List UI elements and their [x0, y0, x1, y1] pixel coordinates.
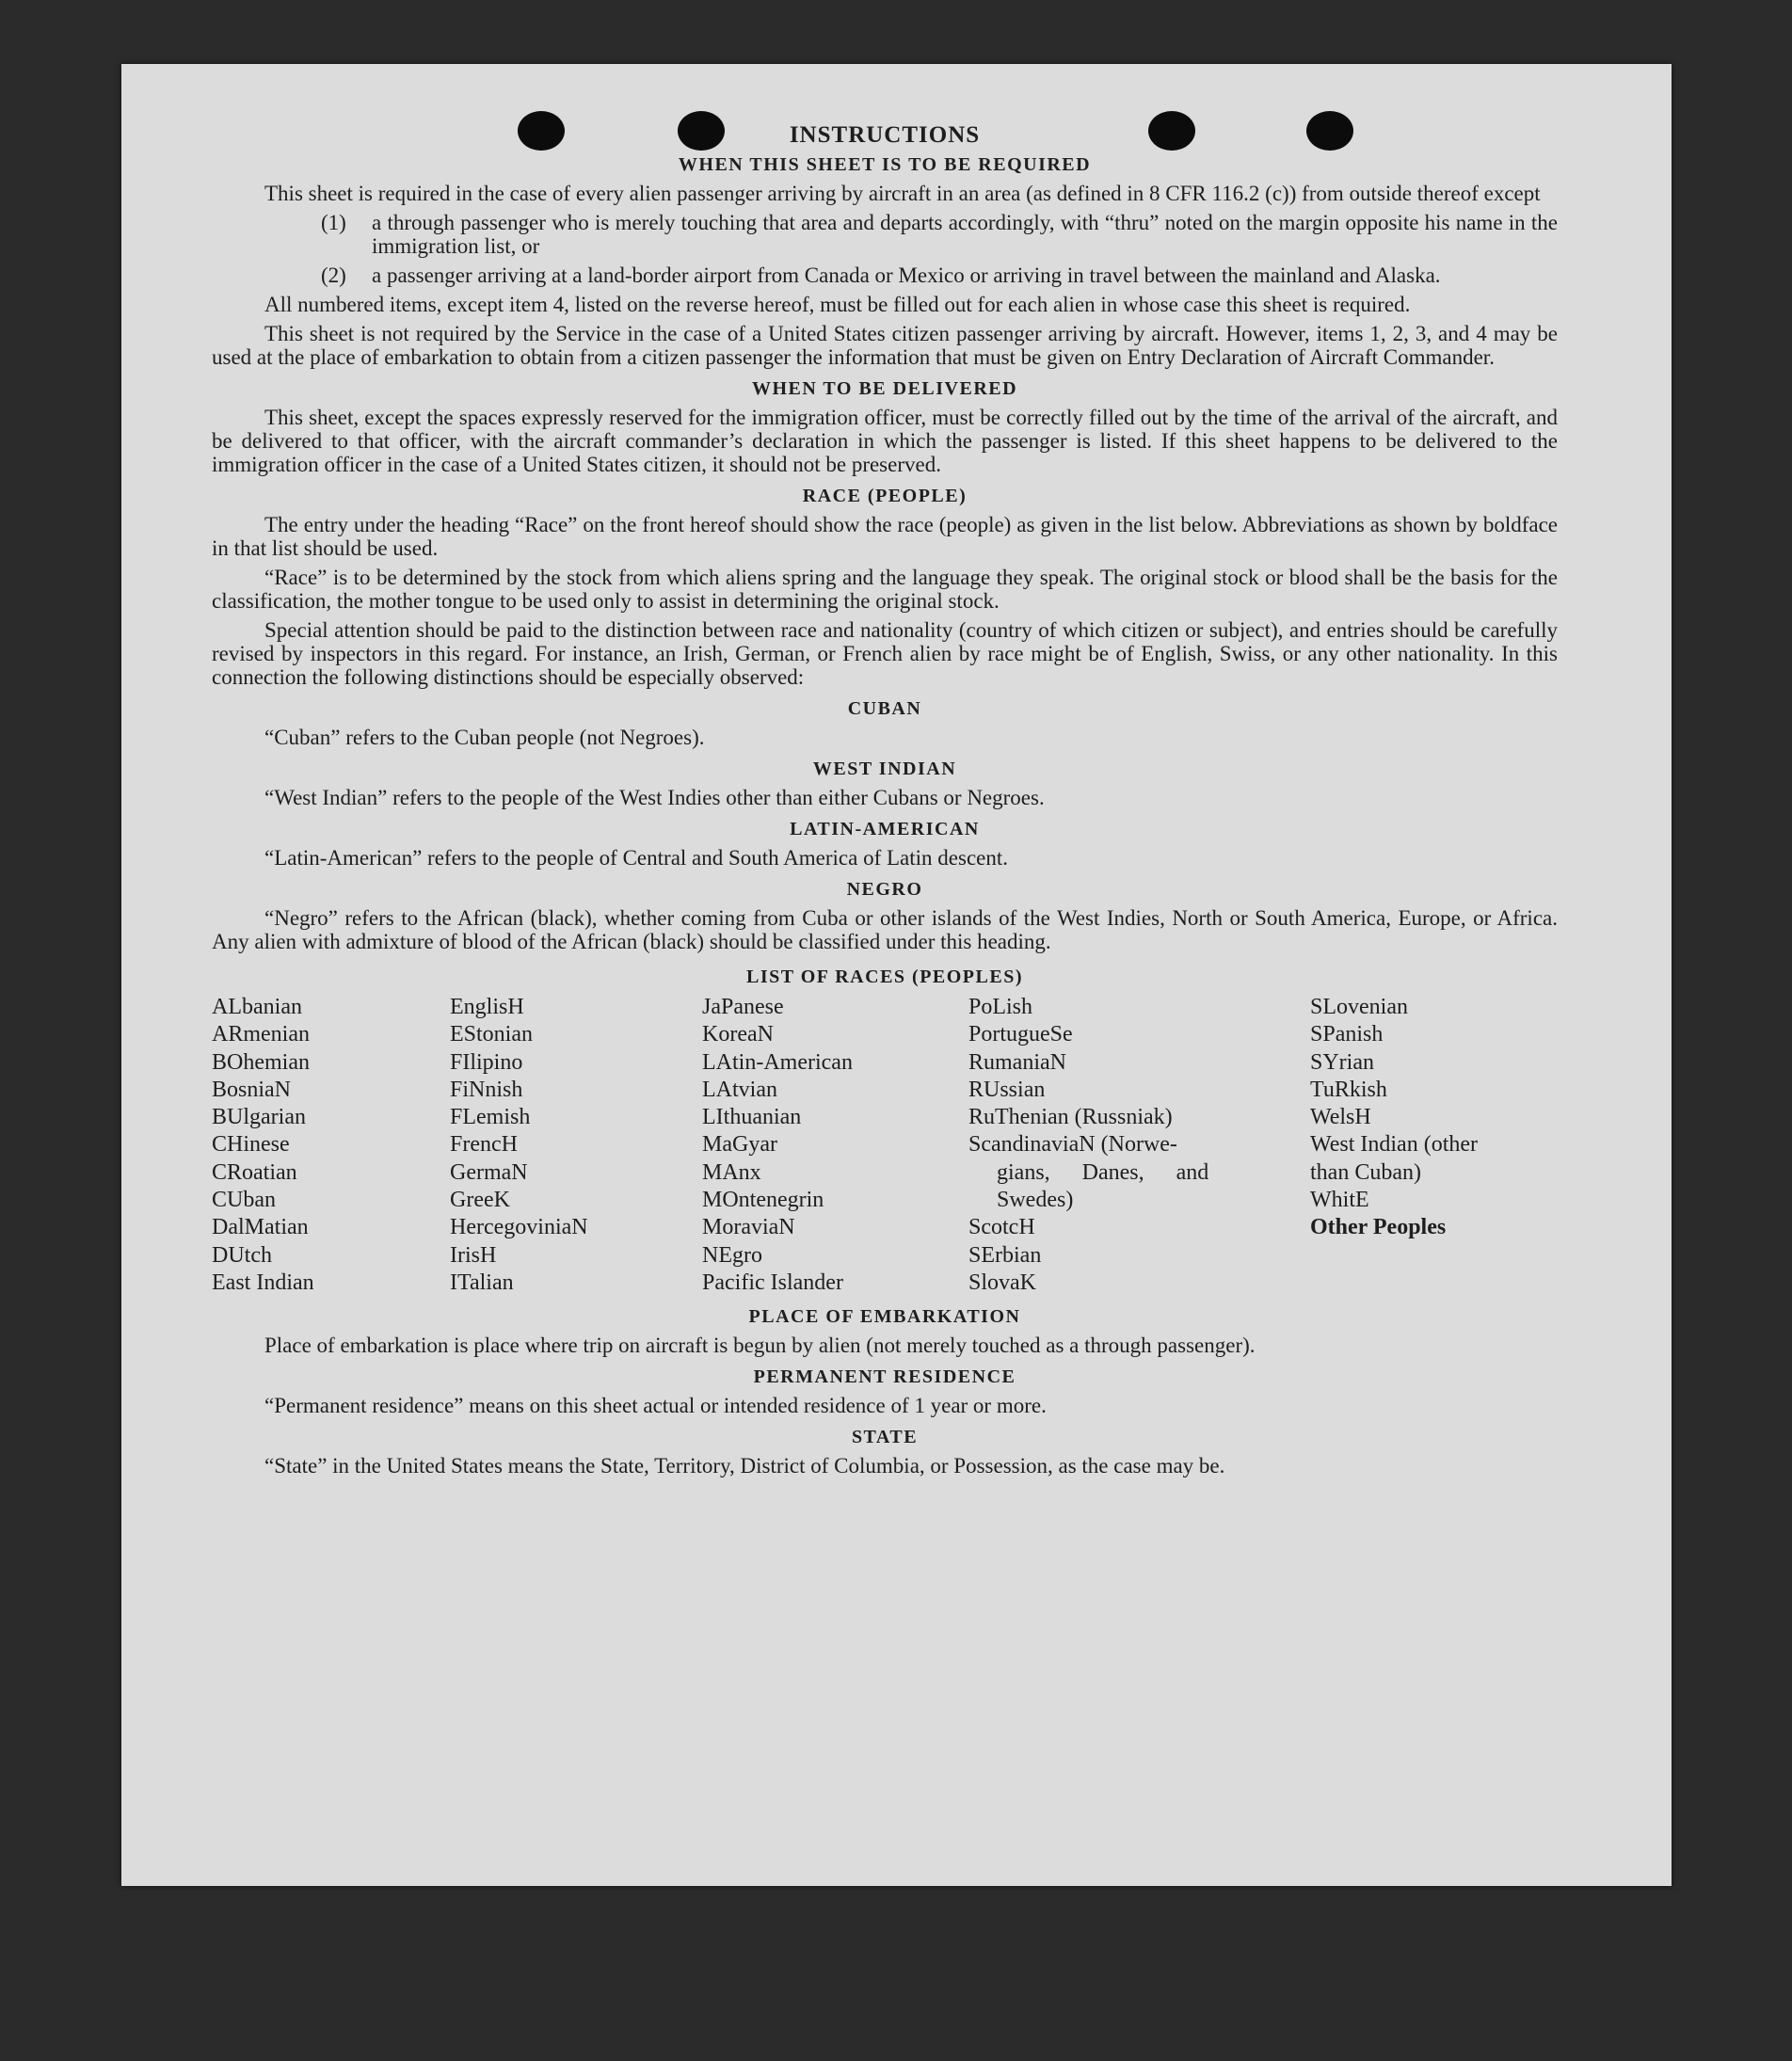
race-entry: GermaN — [450, 1159, 528, 1185]
race-entry: SlovaK — [968, 1270, 1036, 1295]
race-entry: ARmenian — [212, 1022, 310, 1047]
race-entry: KoreaN — [702, 1022, 774, 1047]
race-entry: RumaniaN — [968, 1049, 1066, 1075]
race-entry: LAtvian — [702, 1077, 777, 1102]
race-entry: MaGyar — [702, 1132, 777, 1158]
paragraph-cuban: “Cuban” refers to the Cuban people (not Negroes). — [264, 726, 705, 749]
race-entry: JaPanese — [702, 995, 784, 1019]
race-entry: LIthuanian — [702, 1105, 802, 1130]
race-entry: GreeK — [450, 1188, 510, 1213]
race-entry: FIlipino — [450, 1049, 523, 1075]
race-entry-continuation: gians, Danes, and — [997, 1159, 1209, 1185]
section-heading-negro: NEGRO — [846, 879, 923, 900]
section-heading-list-of-races: LIST OF RACES (PEOPLES) — [745, 967, 1023, 987]
race-entry: BOhemian — [212, 1049, 310, 1075]
paragraph-residence: “Permanent residence” means on this sheet actual or intended residence of 1 year or more. — [264, 1394, 1047, 1418]
paragraph-negro: “Negro” refers to the African (black), whether coming from Cuba or other islands of the West Indies, North or South America, Europe, or Africa. Any alien with admixture of blood of the African (black) should be classified under this heading. — [212, 906, 1558, 953]
section-heading-west-indian: WEST INDIAN — [812, 759, 957, 779]
races-column — [702, 994, 968, 1297]
document-page — [121, 64, 1672, 1886]
race-entry: FrencH — [450, 1132, 518, 1158]
race-entry: West Indian (other — [1310, 1132, 1479, 1158]
paragraph-state: “State” in the United States means the State, Territory, District of Columbia, or Possession, as the case may be. — [264, 1454, 1225, 1478]
paragraph-race-nationality: Special attention should be paid to the distinction between race and nationality (country of which citizen or subject), and entries should be carefully revised by inspectors in this regard. For instance, an Irish, German, or French alien by race might be of English, Swiss, or any other nationality. In this connection the following distinctions should be especially observed: — [212, 618, 1558, 689]
paragraph-delivery: This sheet, except the spaces expressly reserved for the immigration officer, must be correctly filled out by the time of the arrival of the aircraft, and be delivered to that officer, with the aircraft commander’s declaration in which the passenger is listed. If this sheet happens to be delivered to the immigration officer in the case of a United States citizen, it should not be preserved. — [212, 406, 1558, 476]
race-entry: Other Peoples — [1310, 1215, 1447, 1240]
exception-text: a through passenger who is merely touching that area and departs accordingly, with “thru” noted on the margin opposite his name in the immigration list, or — [372, 211, 1558, 258]
race-entry-continuation: Swedes) — [997, 1188, 1074, 1213]
race-entry: MOntenegrin — [702, 1188, 824, 1213]
race-entry: CUban — [212, 1188, 276, 1213]
race-entry: PoLish — [968, 995, 1033, 1019]
section-heading-race: RACE (PEOPLE) — [802, 486, 968, 506]
section-heading-latin-american: LATIN-AMERICAN — [790, 819, 980, 839]
section-heading-when-required: WHEN THIS SHEET IS TO BE REQUIRED — [678, 154, 1092, 175]
paragraph-intro: This sheet is required in the case of every alien passenger arriving by aircraft in an area (as defined in 8 CFR 116.2 (c)) from outside thereof except — [264, 182, 1541, 205]
race-entry: WhitE — [1310, 1188, 1369, 1213]
race-entry: ALbanian — [212, 995, 302, 1019]
paragraph-race-entry: The entry under the heading “Race” on the front hereof should show the race (people) as given in the list below. Abbreviations as shown by boldface in that list should be used. — [212, 513, 1558, 560]
race-entry: RUssian — [968, 1077, 1046, 1102]
race-entry: FiNnish — [450, 1077, 523, 1102]
paragraph-west-indian: “West Indian” refers to the people of the West Indies other than either Cubans or Negroes. — [264, 786, 1045, 809]
race-entry: DUtch — [212, 1242, 272, 1268]
section-heading-cuban: CUBAN — [847, 698, 922, 719]
exception-item — [212, 264, 1558, 287]
races-column — [450, 994, 702, 1297]
race-entry: RuThenian (Russniak) — [968, 1105, 1173, 1130]
race-entry: EStonian — [450, 1022, 533, 1047]
section-heading-state: STATE — [851, 1427, 919, 1448]
race-entry: EnglisH — [450, 995, 524, 1019]
exception-text: a passenger arriving at a land-border airport from Canada or Mexico or arriving in travel between the mainland and Alaska. — [372, 264, 1441, 287]
document-title: INSTRUCTIONS — [789, 122, 981, 148]
race-entry: SPanish — [1310, 1022, 1384, 1047]
race-entry: MAnx — [702, 1159, 761, 1185]
race-entry: SYrian — [1310, 1049, 1374, 1075]
race-entry: IrisH — [450, 1242, 497, 1268]
race-entry: TuRkish — [1310, 1077, 1387, 1102]
section-heading-embarkation: PLACE OF EMBARKATION — [748, 1306, 1021, 1328]
race-entry: ScotcH — [968, 1215, 1035, 1240]
race-entry: HercegoviniaN — [450, 1215, 588, 1240]
exception-number: (1) — [321, 211, 346, 234]
race-entry: ITalian — [450, 1270, 514, 1295]
races-column — [1310, 994, 1558, 1297]
race-entry: Pacific Islander — [702, 1270, 843, 1295]
paragraph-race-definition: “Race” is to be determined by the stock from which aliens spring and the language they speak. The original stock or blood shall be the basis for the classification, the mother tongue to be used only to assist in determining the original stock. — [212, 566, 1558, 613]
race-entry: CHinese — [212, 1132, 290, 1158]
exception-item — [212, 211, 1558, 258]
paragraph-numbered-items: All numbered items, except item 4, listed on the reverse hereof, must be filled out for each alien in whose case this sheet is required. — [264, 293, 1411, 316]
race-entry: BosniaN — [212, 1077, 291, 1102]
section-heading-when-delivered: WHEN TO BE DELIVERED — [751, 378, 1018, 399]
race-entry: East Indian — [212, 1270, 314, 1295]
race-entry: BUlgarian — [212, 1105, 306, 1130]
races-column — [968, 994, 1310, 1297]
race-entry: WelsH — [1310, 1105, 1371, 1130]
race-entry: NEgro — [702, 1242, 762, 1268]
race-entry: PortugueSe — [968, 1022, 1073, 1047]
race-entry: CRoatian — [212, 1159, 297, 1185]
race-entry: ScandinaviaN (Norwe- — [968, 1132, 1177, 1158]
race-entry: MoraviaN — [702, 1215, 795, 1240]
paragraph-latin-american: “Latin-American” refers to the people of Central and South America of Latin descent. — [264, 846, 1008, 870]
race-entry: DalMatian — [212, 1215, 309, 1240]
race-entry: FLemish — [450, 1105, 531, 1130]
race-entry: SLovenian — [1310, 995, 1408, 1019]
races-list — [212, 994, 1558, 1297]
paragraph-citizen: This sheet is not required by the Service in the case of a United States citizen passenger arriving by aircraft. However, items 1, 2, 3, and 4 may be used at the place of embarkation to obtain from a citizen passenger the information that must be given on Entry Declaration of Aircraft Commander. — [212, 322, 1558, 369]
section-heading-residence: PERMANENT RESIDENCE — [753, 1366, 1016, 1388]
race-entry: LAtin-American — [702, 1049, 853, 1075]
paragraph-embarkation: Place of embarkation is place where trip on aircraft is begun by alien (not merely touched as a through passenger). — [264, 1334, 1256, 1358]
races-column — [212, 994, 450, 1297]
document-content — [212, 122, 1558, 1483]
exception-number: (2) — [321, 264, 346, 287]
race-entry: SErbian — [968, 1242, 1042, 1268]
race-entry-continuation: than Cuban) — [1310, 1159, 1421, 1185]
